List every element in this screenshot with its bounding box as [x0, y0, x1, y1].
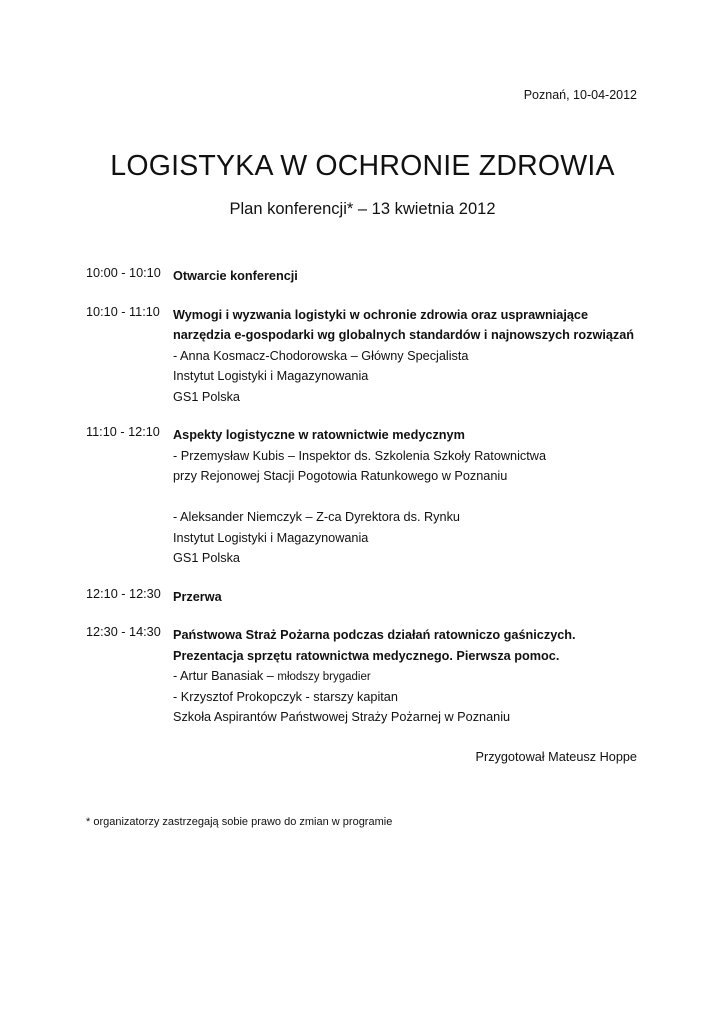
- speaker-line: Instytut Logistyki i Magazynowania: [173, 530, 369, 545]
- agenda-item: [86, 425, 646, 569]
- speaker-line: - Przemysław Kubis – Inspektor ds. Szkolenia Szkoły Ratownictwa: [173, 448, 547, 463]
- speaker-line: - Aleksander Niemczyk – Z-ca Dyrektora ds. Rynku: [173, 510, 460, 524]
- agenda-time: 10:00 - 10:10: [86, 266, 161, 280]
- agenda-content: [173, 266, 646, 287]
- spacer: [173, 487, 646, 508]
- agenda-item: [86, 587, 646, 608]
- agenda-topic: Prezentacja sprzętu ratownictwa medycznego. Pierwsza pomoc.: [173, 648, 560, 663]
- agenda-content: [173, 587, 646, 608]
- agenda-topic: Otwarcie konferencji: [173, 269, 298, 283]
- agenda: [86, 266, 646, 746]
- document-title: LOGISTYKA W OCHRONIE ZDROWIA: [110, 150, 615, 182]
- agenda-item: [86, 625, 646, 728]
- speaker-role: młodszy brygadier: [277, 671, 371, 683]
- agenda-topic: Aspekty logistyczne w ratownictwie medycznym: [173, 428, 465, 442]
- speaker-line: Instytut Logistyki i Magazynowania: [173, 369, 369, 383]
- document-subtitle: Plan konferencji* – 13 kwietnia 2012: [229, 200, 496, 218]
- agenda-time: 10:10 - 11:10: [86, 304, 160, 319]
- speaker-line: Szkoła Aspirantów Państwowej Straży Pożarnej w Poznaniu: [173, 710, 511, 724]
- agenda-topic: Państwowa Straż Pożarna podczas działań ratowniczo gaśniczych.: [173, 628, 576, 642]
- agenda-topic: Przerwa: [173, 589, 222, 604]
- agenda-content: [173, 625, 646, 728]
- agenda-topic: narzędzia e-gospodarki wg globalnych standardów i najnowszych rozwiązań: [173, 328, 635, 342]
- agenda-content: [173, 425, 646, 569]
- agenda-item: [86, 305, 646, 408]
- speaker-line: GS1 Polska: [173, 389, 240, 404]
- agenda-time: 12:10 - 12:30: [86, 586, 161, 601]
- speaker-line: GS1 Polska: [173, 551, 240, 565]
- prepared-by: Przygotował Mateusz Hoppe: [475, 750, 637, 764]
- agenda-time: 12:30 - 14:30: [86, 625, 161, 639]
- speaker-line: przy Rejonowej Stacji Pogotowia Ratunkowego w Poznaniu: [173, 469, 508, 483]
- place-date: Poznań, 10-04-2012: [523, 88, 637, 102]
- speaker-line: [173, 666, 646, 687]
- agenda-item: [86, 266, 646, 287]
- speaker-line: - Anna Kosmacz-Chodorowska – Główny Specjalista: [173, 348, 469, 363]
- speaker-line: - Krzysztof Prokopczyk - starszy kapitan: [173, 689, 398, 704]
- footnote: * organizatorzy zastrzegają sobie prawo do zmian w programie: [86, 816, 393, 828]
- agenda-content: [173, 305, 646, 408]
- speaker-name: - Artur Banasiak –: [173, 669, 278, 683]
- agenda-topic: Wymogi i wyzwania logistyki w ochronie zdrowia oraz usprawniające: [173, 307, 589, 322]
- agenda-time: 11:10 - 12:10: [86, 425, 160, 439]
